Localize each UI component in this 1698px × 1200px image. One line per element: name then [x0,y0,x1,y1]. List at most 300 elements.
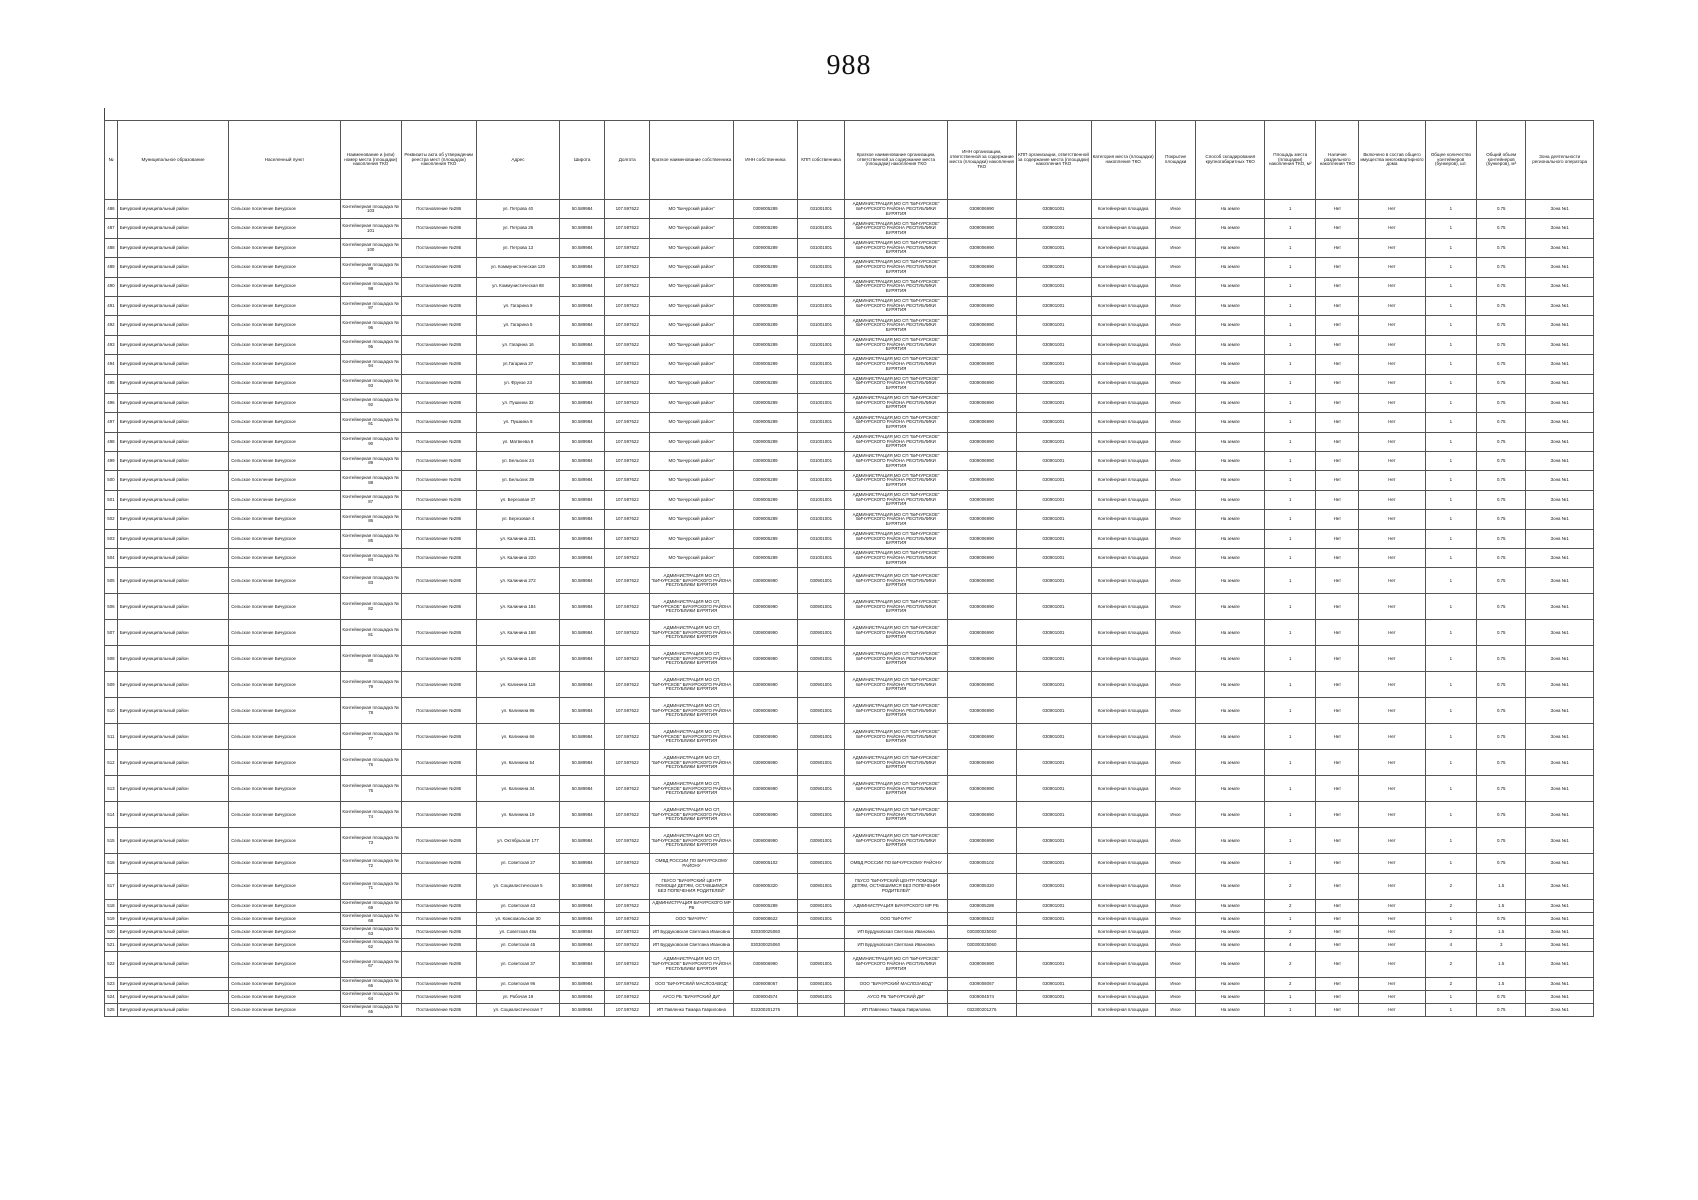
cell-org-inn: 0309006990 [947,413,1016,432]
table-header-row [105,121,1594,200]
cell-lat: 50.589984 [560,1003,605,1016]
cell-mkd: Нет [1359,828,1425,854]
cell-inn: 0309005289 [733,549,797,568]
cell-org: АДМИНИСТРАЦИЯ МО СП "БИЧУРСКОЕ" БИЧУРСКОГО РАЙОНА РЕСПУБЛИКИ БУРЯТИЯ [845,620,948,646]
cell-cnt: 1 [1425,258,1476,277]
cell-lon: 107.597622 [605,277,650,296]
cell-mkd: Нет [1359,594,1425,620]
cell-inn: 0309005289 [733,471,797,490]
cell-kgm: На земле [1196,854,1265,873]
cell-org-kpp: 030901001 [1016,238,1091,257]
cell-sep: Нет [1316,698,1359,724]
cell-vol: 0.75 [1477,452,1526,471]
cell-vol: 1.5 [1477,951,1526,977]
cell-mkd: Нет [1359,296,1425,315]
cell-addr: ул. Бельских 39 [476,471,560,490]
cell-lon: 107.597622 [605,200,650,219]
cell-addr: ул. Калинина 118 [476,672,560,698]
cell-zone: Зона №1 [1526,219,1594,238]
cell-inn: 0309006990 [733,594,797,620]
cell-org-kpp: 030901001 [1016,698,1091,724]
cell-mo: Бичурский муниципальный район [117,549,228,568]
cell-lat: 50.589984 [560,672,605,698]
cell-mo: Бичурский муниципальный район [117,594,228,620]
cell-org-inn: 0309006990 [947,549,1016,568]
cell-mkd: Нет [1359,698,1425,724]
cell-lon: 107.597622 [605,568,650,594]
table-row [105,432,1594,451]
cell-kgm: На земле [1196,452,1265,471]
cell-org: АДМИНИСТРАЦИЯ МО СП "БИЧУРСКОЕ" БИЧУРСКОГО РАЙОНА РЕСПУБЛИКИ БУРЯТИЯ [845,219,948,238]
cell-area: 1 [1265,432,1316,451]
table-row [105,374,1594,393]
cell-mo: Бичурский муниципальный район [117,750,228,776]
cell-area: 2 [1265,925,1316,938]
cell-act: Постановление №286 [401,277,476,296]
cell-org: АДМИНИСТРАЦИЯ МО СП "БИЧУРСКОЕ" БИЧУРСКОГО РАЙОНА РЕСПУБЛИКИ БУРЯТИЯ [845,258,948,277]
cell-owner: АДМИНИСТРАЦИЯ МО СП "БИЧУРСКОЕ" БИЧУРСКОГО РАЙОНА РЕСПУБЛИКИ БУРЯТИЯ [650,802,734,828]
cell-cnt: 1 [1425,316,1476,335]
cell-place: Контейнерная площадка № 68 [340,912,401,925]
cell-mo: Бичурский муниципальный район [117,277,228,296]
cell-org: АДМИНИСТРАЦИЯ МО СП "БИЧУРСКОЕ" БИЧУРСКОГО РАЙОНА РЕСПУБЛИКИ БУРЯТИЯ [845,316,948,335]
table-body [105,200,1594,1017]
cell-act: Постановление №286 [401,296,476,315]
table-row [105,990,1594,1003]
cell-org: АДМИНИСТРАЦИЯ МО СП "БИЧУРСКОЕ" БИЧУРСКОГО РАЙОНА РЕСПУБЛИКИ БУРЯТИЯ [845,393,948,412]
cell-kgm: На земле [1196,828,1265,854]
cell-n: 507 [105,620,118,646]
cell-addr: ул. Калинина 96 [476,698,560,724]
cell-vol: 0.75 [1477,594,1526,620]
cell-addr: ул. Комсомольская 30 [476,912,560,925]
cell-inn: 032300201276 [733,1003,797,1016]
cell-zone: Зона №1 [1526,698,1594,724]
cell-kpp: 031001001 [798,316,845,335]
cell-n: 503 [105,529,118,548]
cell-cover: Иное [1155,316,1196,335]
cell-inn: 0309005289 [733,355,797,374]
table-row [105,355,1594,374]
cell-mo: Бичурский муниципальный район [117,452,228,471]
cell-inn: 0309006990 [733,750,797,776]
cell-org-kpp: 030901001 [1016,951,1091,977]
cell-org-inn: 0309006990 [947,471,1016,490]
cell-kgm: На земле [1196,393,1265,412]
cell-mkd: Нет [1359,374,1425,393]
cell-kpp: 030901001 [798,750,845,776]
cell-kpp: 030901001 [798,990,845,1003]
cell-cover: Иное [1155,510,1196,529]
cell-act: Постановление №286 [401,990,476,1003]
cell-place: Контейнерная площадка № 90 [340,432,401,451]
cell-cat: Контейнерная площадка [1091,316,1155,335]
cell-org: АДМИНИСТРАЦИЯ МО СП "БИЧУРСКОЕ" БИЧУРСКОГО РАЙОНА РЕСПУБЛИКИ БУРЯТИЯ [845,432,948,451]
cell-cat: Контейнерная площадка [1091,374,1155,393]
cell-owner: АДМИНИСТРАЦИЯ МО СП "БИЧУРСКОЕ" БИЧУРСКОГО РАЙОНА РЕСПУБЛИКИ БУРЯТИЯ [650,776,734,802]
cell-mo: Бичурский муниципальный район [117,951,228,977]
cell-org-inn: 0309006990 [947,750,1016,776]
cell-cnt: 1 [1425,594,1476,620]
cell-addr: ул. Березовая 37 [476,490,560,509]
cell-lat: 50.589984 [560,200,605,219]
cell-place: Контейнерная площадка № 63 [340,925,401,938]
cell-lat: 50.589984 [560,990,605,1003]
cell-vol: 0.75 [1477,258,1526,277]
cell-org-kpp: 030901001 [1016,750,1091,776]
cell-addr: ул. Фрунзе 23 [476,374,560,393]
cell-inn: 0309005289 [733,432,797,451]
cell-cnt: 1 [1425,802,1476,828]
cell-cat: Контейнерная площадка [1091,568,1155,594]
cell-place: Контейнерная площадка № 85 [340,529,401,548]
cell-owner: МО "Бичурский район" [650,490,734,509]
cell-n: 495 [105,374,118,393]
cell-owner: МО "Бичурский район" [650,316,734,335]
cell-inn: 0309006990 [733,698,797,724]
cell-lon: 107.597622 [605,316,650,335]
cell-cover: Иное [1155,393,1196,412]
cell-cat: Контейнерная площадка [1091,776,1155,802]
cell-lon: 107.597622 [605,938,650,951]
cell-mkd: Нет [1359,316,1425,335]
cell-kpp: 031001001 [798,335,845,354]
cell-addr: ул. Пушкина 32 [476,393,560,412]
cell-np: Сельское поселение Бичурское [229,219,340,238]
cell-zone: Зона №1 [1526,594,1594,620]
cell-lat: 50.589984 [560,413,605,432]
cell-addr: ул. Петрова 40 [476,200,560,219]
cell-mo: Бичурский муниципальный район [117,724,228,750]
cell-kgm: На земле [1196,529,1265,548]
cell-org-kpp: 030901001 [1016,452,1091,471]
cell-vol: 0.75 [1477,277,1526,296]
cell-cnt: 1 [1425,1003,1476,1016]
cell-n: 516 [105,854,118,873]
cell-np: Сельское поселение Бичурское [229,646,340,672]
cell-mkd: Нет [1359,393,1425,412]
cell-inn: 0309006990 [733,672,797,698]
cell-zone: Зона №1 [1526,549,1594,568]
table-row [105,912,1594,925]
cell-inn: 0309005289 [733,316,797,335]
cell-area: 1 [1265,828,1316,854]
cell-np: Сельское поселение Бичурское [229,393,340,412]
cell-lon: 107.597622 [605,990,650,1003]
table-row [105,672,1594,698]
cell-cat: Контейнерная площадка [1091,620,1155,646]
cell-place: Контейнерная площадка № 66 [340,977,401,990]
cell-vol: 0.75 [1477,672,1526,698]
cell-mo: Бичурский муниципальный район [117,802,228,828]
cell-mo: Бичурский муниципальный район [117,828,228,854]
cell-org: АДМИНИСТРАЦИЯ МО СП "БИЧУРСКОЕ" БИЧУРСКОГО РАЙОНА РЕСПУБЛИКИ БУРЯТИЯ [845,828,948,854]
cell-sep: Нет [1316,452,1359,471]
cell-org: АДМИНИСТРАЦИЯ МО СП "БИЧУРСКОЕ" БИЧУРСКОГО РАЙОНА РЕСПУБЛИКИ БУРЯТИЯ [845,471,948,490]
cell-inn: 0309005289 [733,452,797,471]
cell-np: Сельское поселение Бичурское [229,938,340,951]
cell-cover: Иное [1155,620,1196,646]
cell-cover: Иное [1155,854,1196,873]
cell-np: Сельское поселение Бичурское [229,724,340,750]
cell-lat: 50.589984 [560,374,605,393]
cell-lat: 50.589984 [560,549,605,568]
cell-owner: МО "Бичурский район" [650,413,734,432]
cell-n: 501 [105,490,118,509]
page-number: 988 [826,50,872,81]
cell-place: Контейнерная площадка № 77 [340,724,401,750]
cell-sep: Нет [1316,200,1359,219]
cell-zone: Зона №1 [1526,316,1594,335]
cell-zone: Зона №1 [1526,977,1594,990]
cell-act: Постановление №286 [401,938,476,951]
cell-lat: 50.589984 [560,393,605,412]
cell-np: Сельское поселение Бичурское [229,951,340,977]
cell-cover: Иное [1155,776,1196,802]
cell-act: Постановление №286 [401,432,476,451]
cell-np: Сельское поселение Бичурское [229,510,340,529]
cell-org-inn: 0309006990 [947,374,1016,393]
column-header: Покрытие площадки [1155,121,1196,200]
cell-area: 2 [1265,899,1316,912]
cell-org: АДМИНИСТРАЦИЯ МО СП "БИЧУРСКОЕ" БИЧУРСКОГО РАЙОНА РЕСПУБЛИКИ БУРЯТИЯ [845,724,948,750]
cell-act: Постановление №286 [401,529,476,548]
cell-addr: ул. Калинина 19 [476,802,560,828]
cell-addr: ул. Социалистическая 7 [476,1003,560,1016]
cell-act: Постановление №286 [401,620,476,646]
cell-mo: Бичурский муниципальный район [117,490,228,509]
cell-lon: 107.597622 [605,510,650,529]
cell-owner: МО "Бичурский район" [650,549,734,568]
cell-act: Постановление №286 [401,925,476,938]
cell-lon: 107.597622 [605,374,650,393]
cell-np: Сельское поселение Бичурское [229,258,340,277]
cell-area: 1 [1265,990,1316,1003]
cell-act: Постановление №286 [401,335,476,354]
cell-lon: 107.597622 [605,594,650,620]
cell-act: Постановление №286 [401,899,476,912]
cell-cnt: 2 [1425,951,1476,977]
cell-owner: МО "Бичурский район" [650,452,734,471]
cell-vol: 0.75 [1477,219,1526,238]
cell-lon: 107.597622 [605,432,650,451]
cell-mkd: Нет [1359,200,1425,219]
cell-place: Контейнерная площадка № 92 [340,393,401,412]
cell-addr: ул. Калинина 66 [476,724,560,750]
cell-place: Контейнерная площадка № 82 [340,594,401,620]
cell-vol: 0.75 [1477,355,1526,374]
cell-act: Постановление №286 [401,238,476,257]
cell-lat: 50.589984 [560,296,605,315]
cell-vol: 0.75 [1477,698,1526,724]
cell-zone: Зона №1 [1526,413,1594,432]
cell-org: АДМИНИСТРАЦИЯ МО СП "БИЧУРСКОЕ" БИЧУРСКОГО РАЙОНА РЕСПУБЛИКИ БУРЯТИЯ [845,296,948,315]
cell-cover: Иное [1155,938,1196,951]
cell-zone: Зона №1 [1526,828,1594,854]
cell-n: 522 [105,951,118,977]
cell-kgm: На земле [1196,549,1265,568]
cell-np: Сельское поселение Бичурское [229,672,340,698]
cell-org: АДМИНИСТРАЦИЯ МО СП "БИЧУРСКОЕ" БИЧУРСКОГО РАЙОНА РЕСПУБЛИКИ БУРЯТИЯ [845,238,948,257]
cell-mo: Бичурский муниципальный район [117,432,228,451]
cell-n: 488 [105,238,118,257]
cell-addr: ул. Калинина 184 [476,594,560,620]
cell-mo: Бичурский муниципальный район [117,296,228,315]
cell-sep: Нет [1316,568,1359,594]
cell-mkd: Нет [1359,802,1425,828]
cell-sep: Нет [1316,828,1359,854]
column-header: № [105,121,118,200]
cell-kgm: На земле [1196,750,1265,776]
margin-tick [104,108,105,120]
cell-kpp: 031001001 [798,510,845,529]
cell-cnt: 1 [1425,413,1476,432]
cell-n: 506 [105,594,118,620]
cell-cover: Иное [1155,549,1196,568]
cell-mo: Бичурский муниципальный район [117,355,228,374]
cell-sep: Нет [1316,1003,1359,1016]
cell-inn: 0309006990 [733,802,797,828]
cell-cnt: 1 [1425,990,1476,1003]
cell-np: Сельское поселение Бичурское [229,1003,340,1016]
cell-np: Сельское поселение Бичурское [229,277,340,296]
cell-place: Контейнерная площадка № 73 [340,828,401,854]
cell-vol: 0.75 [1477,568,1526,594]
cell-inn: 0309005102 [733,854,797,873]
column-header: ИНН организации, ответственной за содержание места (площадки) накопления ТКО [947,121,1016,200]
cell-np: Сельское поселение Бичурское [229,549,340,568]
cell-mkd: Нет [1359,750,1425,776]
cell-org-kpp: 030901001 [1016,724,1091,750]
table-row [105,219,1594,238]
column-header: ИНН собственника [733,121,797,200]
cell-org-inn: 0309006990 [947,296,1016,315]
cell-act: Постановление №286 [401,828,476,854]
cell-area: 1 [1265,335,1316,354]
cell-lon: 107.597622 [605,1003,650,1016]
cell-mkd: Нет [1359,899,1425,912]
cell-addr: ул. Советская 96 [476,977,560,990]
cell-n: 518 [105,899,118,912]
table-row [105,873,1594,899]
cell-inn: 0309005289 [733,899,797,912]
cell-addr: ул. Октябрьская 177 [476,828,560,854]
cell-zone: Зона №1 [1526,912,1594,925]
cell-addr: ул. Калинина 148 [476,646,560,672]
cell-org-kpp: 030901001 [1016,620,1091,646]
cell-n: 504 [105,549,118,568]
cell-kpp [798,938,845,951]
cell-mkd: Нет [1359,432,1425,451]
cell-lat: 50.589984 [560,854,605,873]
cell-inn: 0309005289 [733,529,797,548]
cell-act: Постановление №286 [401,1003,476,1016]
cell-n: 491 [105,296,118,315]
cell-vol: 0.75 [1477,296,1526,315]
cell-act: Постановление №286 [401,750,476,776]
cell-cover: Иное [1155,977,1196,990]
cell-mo: Бичурский муниципальный район [117,510,228,529]
cell-kpp: 031001001 [798,413,845,432]
cell-n: 521 [105,938,118,951]
cell-kpp: 031001001 [798,471,845,490]
cell-inn: 0309005289 [733,374,797,393]
cell-inn: 0309005289 [733,200,797,219]
cell-act: Постановление №286 [401,776,476,802]
cell-cover: Иное [1155,925,1196,938]
cell-np: Сельское поселение Бичурское [229,568,340,594]
cell-cover: Иное [1155,646,1196,672]
cell-area: 1 [1265,776,1316,802]
cell-np: Сельское поселение Бичурское [229,620,340,646]
cell-act: Постановление №286 [401,912,476,925]
cell-cnt: 1 [1425,724,1476,750]
cell-org-inn: 0309006990 [947,646,1016,672]
cell-addr: ул.Гагарина 27 [476,355,560,374]
cell-kpp: 031001001 [798,452,845,471]
cell-cover: Иное [1155,238,1196,257]
cell-lat: 50.589984 [560,646,605,672]
cell-cover: Иное [1155,296,1196,315]
cell-n: 490 [105,277,118,296]
cell-act: Постановление №286 [401,316,476,335]
table-row [105,471,1594,490]
cell-org-inn: 0309004574 [947,990,1016,1003]
cell-area: 1 [1265,374,1316,393]
table-row [105,510,1594,529]
cell-zone: Зона №1 [1526,277,1594,296]
cell-lon: 107.597622 [605,335,650,354]
cell-sep: Нет [1316,549,1359,568]
cell-act: Постановление №286 [401,200,476,219]
cell-zone: Зона №1 [1526,238,1594,257]
cell-sep: Нет [1316,471,1359,490]
cell-org-inn: 0309006990 [947,776,1016,802]
cell-place: Контейнерная площадка № 69 [340,899,401,912]
cell-cover: Иное [1155,529,1196,548]
cell-cnt: 1 [1425,828,1476,854]
cell-org-kpp: 030901001 [1016,490,1091,509]
cell-sep: Нет [1316,925,1359,938]
table-row [105,258,1594,277]
cell-org-inn: 0309008622 [947,912,1016,925]
cell-act: Постановление №286 [401,510,476,529]
table-row [105,750,1594,776]
cell-kgm: На земле [1196,296,1265,315]
cell-mkd: Нет [1359,951,1425,977]
cell-sep: Нет [1316,724,1359,750]
cell-kgm: На земле [1196,776,1265,802]
cell-cnt: 1 [1425,374,1476,393]
cell-place: Контейнерная площадка № 79 [340,672,401,698]
cell-kpp: 030901001 [798,977,845,990]
cell-kgm: На земле [1196,724,1265,750]
cell-mo: Бичурский муниципальный район [117,471,228,490]
cell-addr: ул. Коммунистическая 120 [476,258,560,277]
cell-owner: ООО "БИЧУРА" [650,912,734,925]
cell-lat: 50.589984 [560,899,605,912]
cell-zone: Зона №1 [1526,432,1594,451]
cell-cat: Контейнерная площадка [1091,646,1155,672]
cell-vol: 0.75 [1477,393,1526,412]
cell-area: 1 [1265,510,1316,529]
cell-addr: ул. Калинина 231 [476,529,560,548]
cell-lon: 107.597622 [605,951,650,977]
cell-lon: 107.597622 [605,873,650,899]
cell-org-inn: 0309006990 [947,258,1016,277]
cell-org-inn: 0309006990 [947,490,1016,509]
cell-n: 496 [105,393,118,412]
